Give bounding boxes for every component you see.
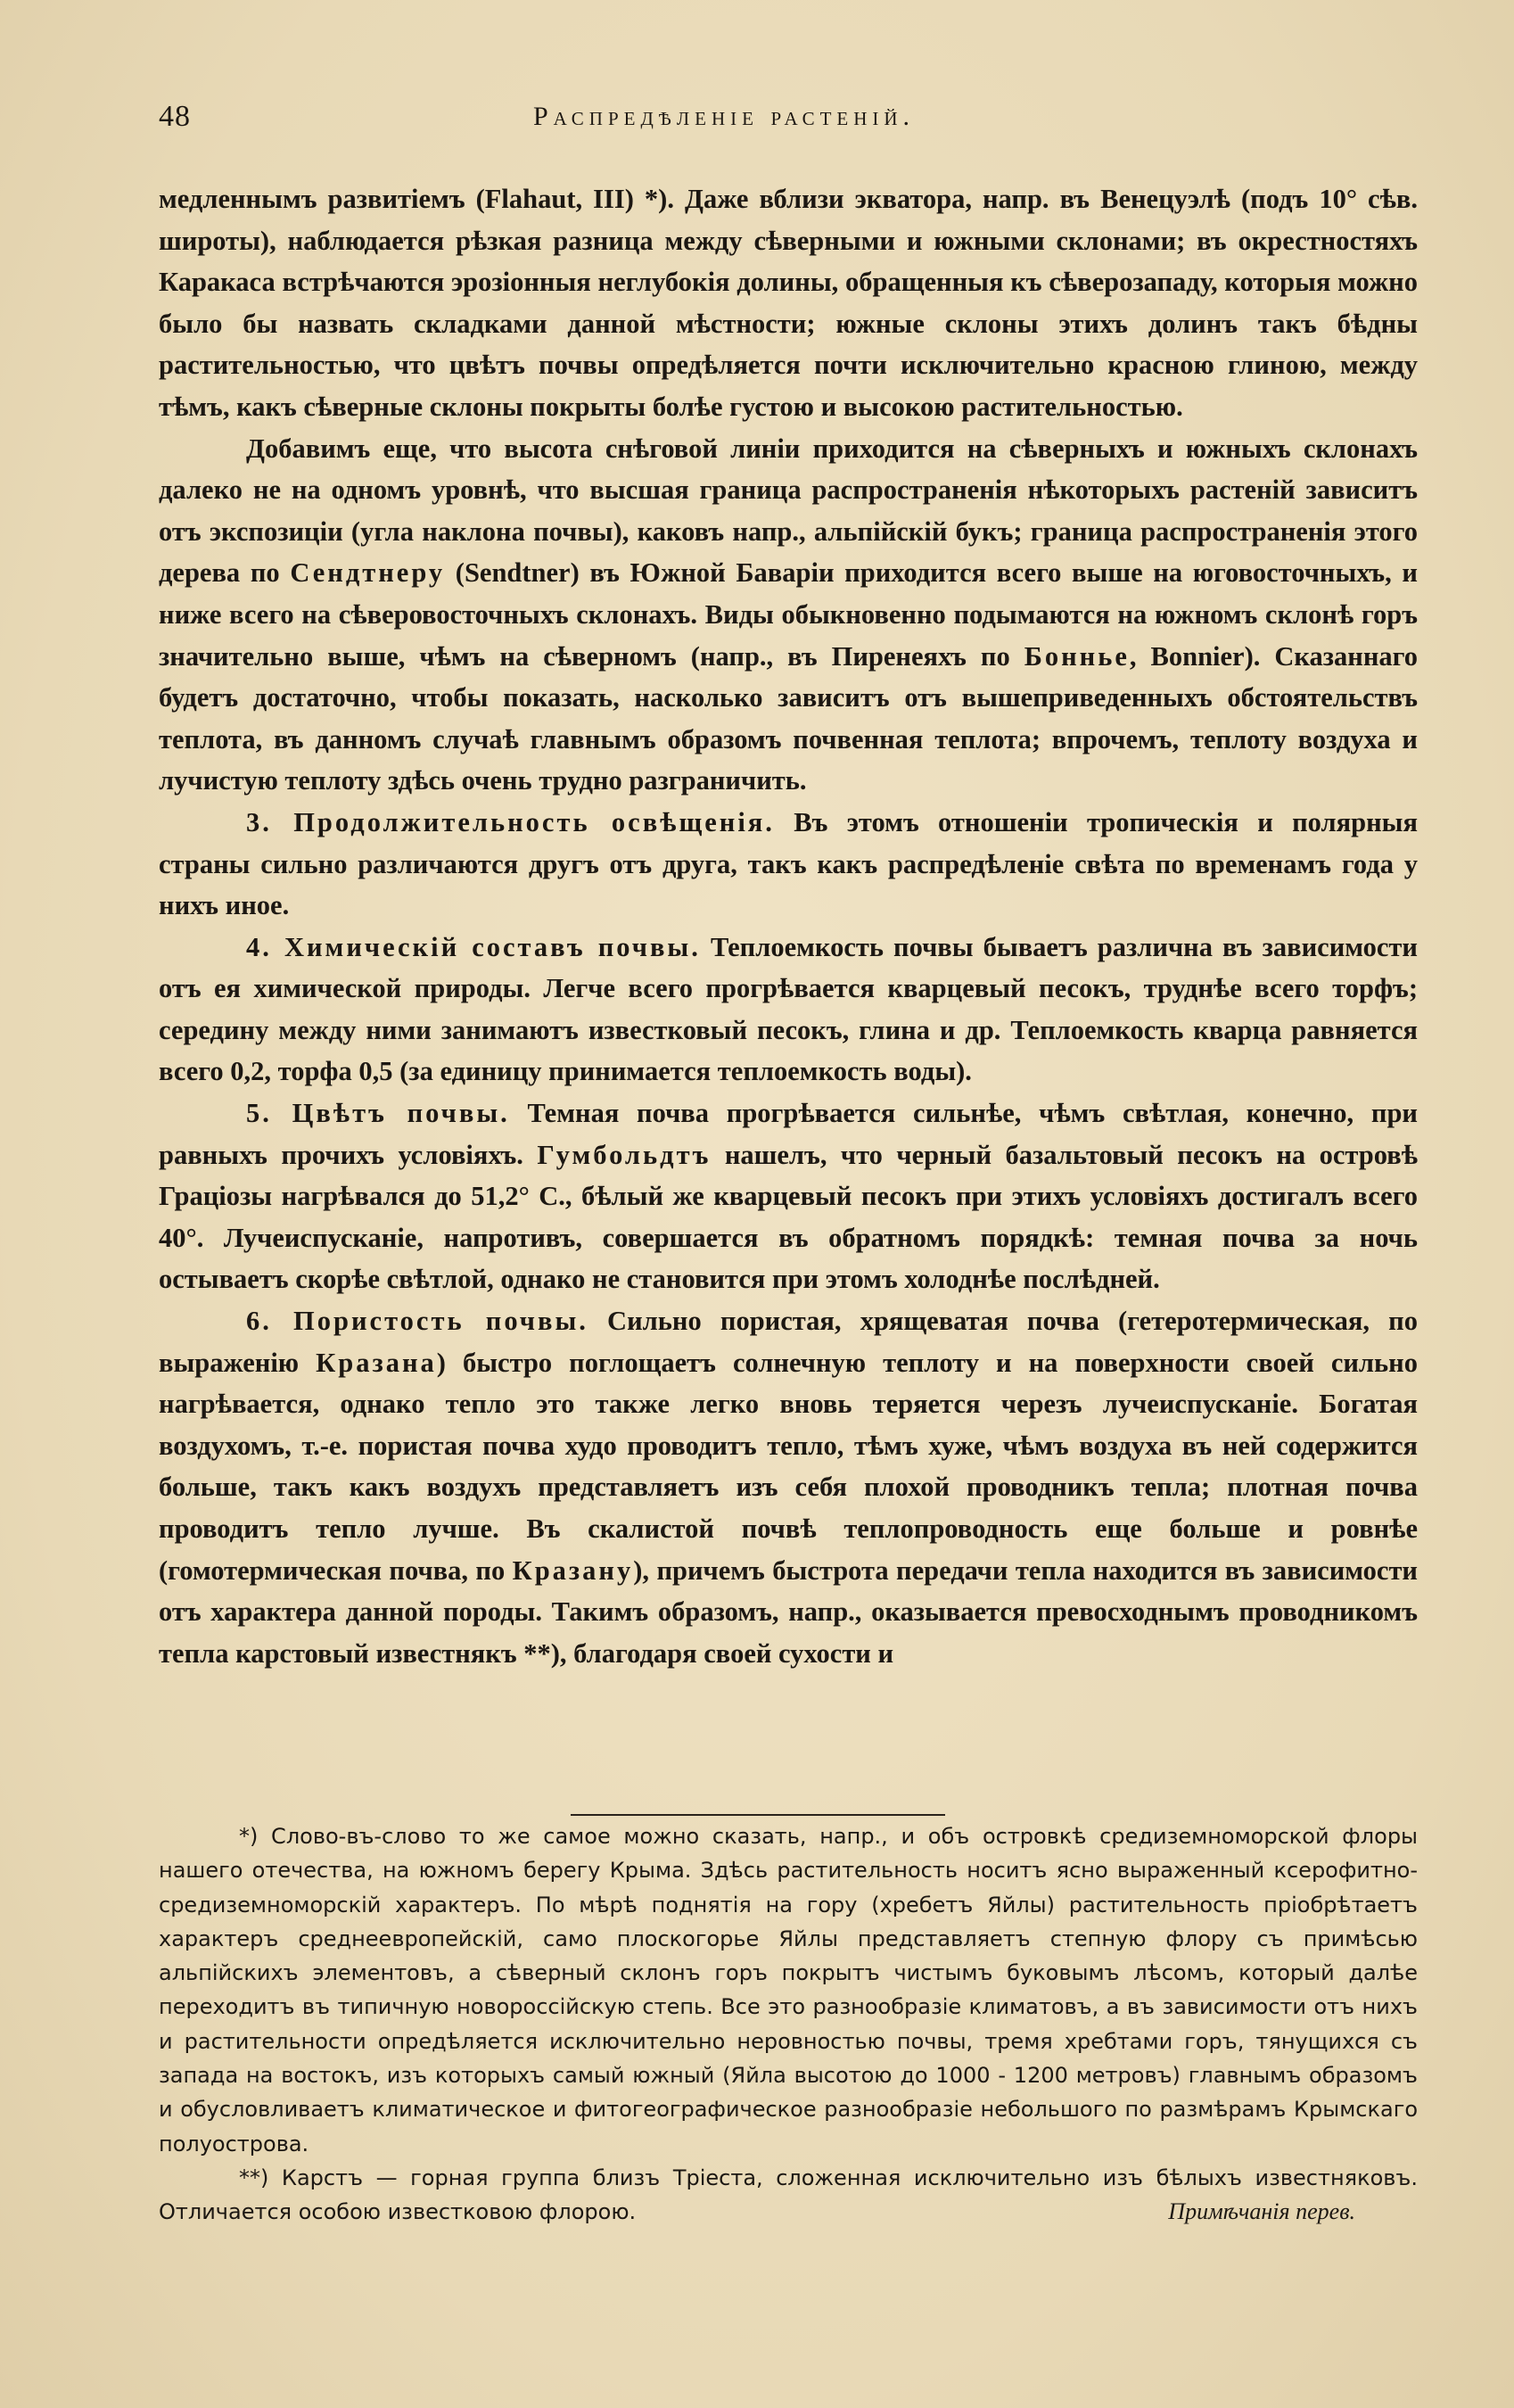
- text-run: нашелъ, что черный базальтовый песокъ на островѣ Граціозы нагрѣвался до 51,2° С., бѣлый же кварцевый песокъ при этихъ условіяхъ достигалъ всего 40°. Лучеиспусканіе, напротивъ, совершается въ обратномъ порядкѣ: темная почва за ночь остываетъ скорѣе свѣтлой, однако не становится при этомъ холоднѣе послѣдней.: [159, 1139, 1418, 1295]
- page-number: 48: [159, 100, 191, 133]
- paragraph-section-3: [159, 802, 1418, 927]
- section-heading-5: 5. Цвѣтъ почвы.: [246, 1098, 510, 1129]
- translator-signature: Примѣчанія перев.: [1168, 2198, 1355, 2225]
- author-name-krazan-2: Кразану: [512, 1554, 634, 1586]
- text-run: , Bonnier). Сказаннаго будетъ достаточно, чтобы показать, насколько зависитъ отъ вышеприведенныхъ обстоятельствъ теплота, въ данномъ случаѣ главнымъ образомъ почвенная теплота; впрочемъ, теплоту воздуха и лучистую теплоту здѣсь очень трудно разграничить.: [159, 640, 1418, 796]
- text-run: ), причемъ быстрота передачи тепла находится въ зависимости отъ характера данной породы. Такимъ образомъ, напр., оказывается превосходнымъ проводникомъ тепла карстовый известнякъ **), благодаря своей сухости и: [159, 1554, 1418, 1669]
- section-heading-3: 3. Продолжительность освѣщенія.: [246, 806, 775, 837]
- text-run: Въ этомъ отношеніи тропическія и полярныя страны сильно различаются другъ отъ друга, такъ какъ распредѣленіе свѣта по временамъ года у нихъ иное.: [159, 806, 1418, 921]
- footnote-2-text: **) Карстъ — горная группа близъ Тріеста, сложенная исключительно изъ бѣлыхъ известняковъ. Отличается особою известковою флорою.: [159, 2165, 1418, 2225]
- author-name-sendtner: Сендтнеру: [290, 557, 446, 589]
- paragraph-exposure: [159, 428, 1418, 802]
- page-header: [159, 100, 1418, 144]
- text-run: Теплоемкость почвы бываетъ различна въ зависимости отъ ея химической природы. Легче всего прогрѣвается кварцевый песокъ, труднѣе всего торфъ; середину между ними занимаютъ известковый песокъ, глина и др. Теплоемкость кварца равняется всего 0,2, торфа 0,5 (за единицу принимается теплоемкость воды).: [159, 931, 1418, 1087]
- text-run: Добавимъ еще, что высота снѣговой линіи приходится на сѣверныхъ и южныхъ склонахъ далеко не на одномъ уровнѣ, что высшая граница распространенія нѣкоторыхъ растеній зависитъ отъ экспозиціи (угла наклона почвы), каковъ напр., альпійскій букъ; граница распространенія этого дерева по: [159, 433, 1418, 589]
- footnote-1: *) Слово-въ-слово то же самое можно сказать, напр., и объ островкѣ средиземноморской флоры нашего отечества, на южномъ берегу Крыма. Здѣсь растительность носитъ ясно выраженный ксерофитно-средиземноморскій характеръ. По мѣрѣ поднятія на гору (хребетъ Яйлы) растительность пріобрѣтаетъ характеръ среднеевропейскій, само плоскогорье Яйлы представляетъ степную флору съ примѣсью альпійскихъ элементовъ, а сѣверный склонъ горъ покрытъ чистымъ буковымъ лѣсомъ, который далѣе переходитъ въ типичную новороссійскую степь. Все это разнообразіе климатовъ, а въ зависимости отъ нихъ и растительности опредѣляется исключительно неровностью почвы, тремя хребтами горъ, тянущихся съ запада на востокъ, изъ которыхъ самый южный (Яйла высотою до 1000 - 1200 метровъ) главнымъ образомъ и обусловливаетъ климатическое и фитогеографическое разнообразіе небольшого по размѣрамъ Крымскаго полуострова.: [159, 1824, 1418, 2156]
- footnotes: [159, 1819, 1418, 2230]
- paragraph-section-4: [159, 927, 1418, 1093]
- author-name-bonnier: Бонньe: [1024, 640, 1130, 672]
- text-run: Сильно пористая, хрящеватая почва (гетеротермическая, по выраженію: [159, 1306, 1418, 1378]
- paragraph-section-5: [159, 1093, 1418, 1300]
- author-name-humboldt: Гумбольдтъ: [537, 1139, 712, 1170]
- paragraph-section-6: [159, 1300, 1418, 1674]
- text-run: ) быстро поглощаетъ солнечную теплоту и на поверхности своей сильно нагрѣвается, однако тепло это также легко вновь теряется черезъ лучеиспусканіе. Богатая воздухомъ, т.-е. пористая почва худо проводитъ тепло, тѣмъ хуже, чѣмъ воздуха въ ней содержится больше, такъ какъ воздухъ представляетъ изъ себя плохой проводникъ тепла; плотная почва проводитъ тепло лучше. Въ скалистой почвѣ теплопроводность еще больше и ровнѣе (гомотермическая почва, по: [159, 1347, 1418, 1586]
- main-text: [159, 178, 1418, 1674]
- running-title: Распредѣленіе растеній.: [533, 102, 916, 131]
- paragraph-continuation: медленнымъ развитіемъ (Flahaut, III) *). Даже вблизи экватора, напр. въ Венецуэлѣ (подъ 10° сѣв. широты), наблюдается рѣзкая разница между сѣверными и южными склонами; въ окрестностяхъ Каракаса встрѣчаются эрозіонныя неглубокія долины, обращенныя къ сѣверозападу, которыя можно было бы назвать складками данной мѣстности; южные склоны этихъ долинъ такъ бѣдны растительностью, что цвѣтъ почвы опредѣляется почти исключительно красною глиною, между тѣмъ, какъ сѣверные склоны покрыты болѣе густою и высокою растительностью.: [159, 184, 1418, 422]
- footnote-divider: [571, 1814, 945, 1816]
- text-run: Темная почва прогрѣвается сильнѣе, чѣмъ свѣтлая, конечно, при равныхъ прочихъ условіяхъ.: [159, 1098, 1418, 1170]
- section-heading-4: 4. Химическій составъ почвы.: [246, 931, 701, 962]
- text-run: (Sendtner) въ Южной Баваріи приходится всего выше на юговосточныхъ, и ниже всего на сѣверовосточныхъ склонахъ. Виды обыкновенно подымаются на южномъ склонѣ горъ значительно выше, чѣмъ на сѣверномъ (напр., въ Пиренеяхъ по: [159, 557, 1419, 672]
- section-heading-6: 6. Пористость почвы.: [246, 1306, 588, 1337]
- author-name-krazan: Кразана: [316, 1347, 437, 1378]
- footnote-2: [159, 2161, 1418, 2230]
